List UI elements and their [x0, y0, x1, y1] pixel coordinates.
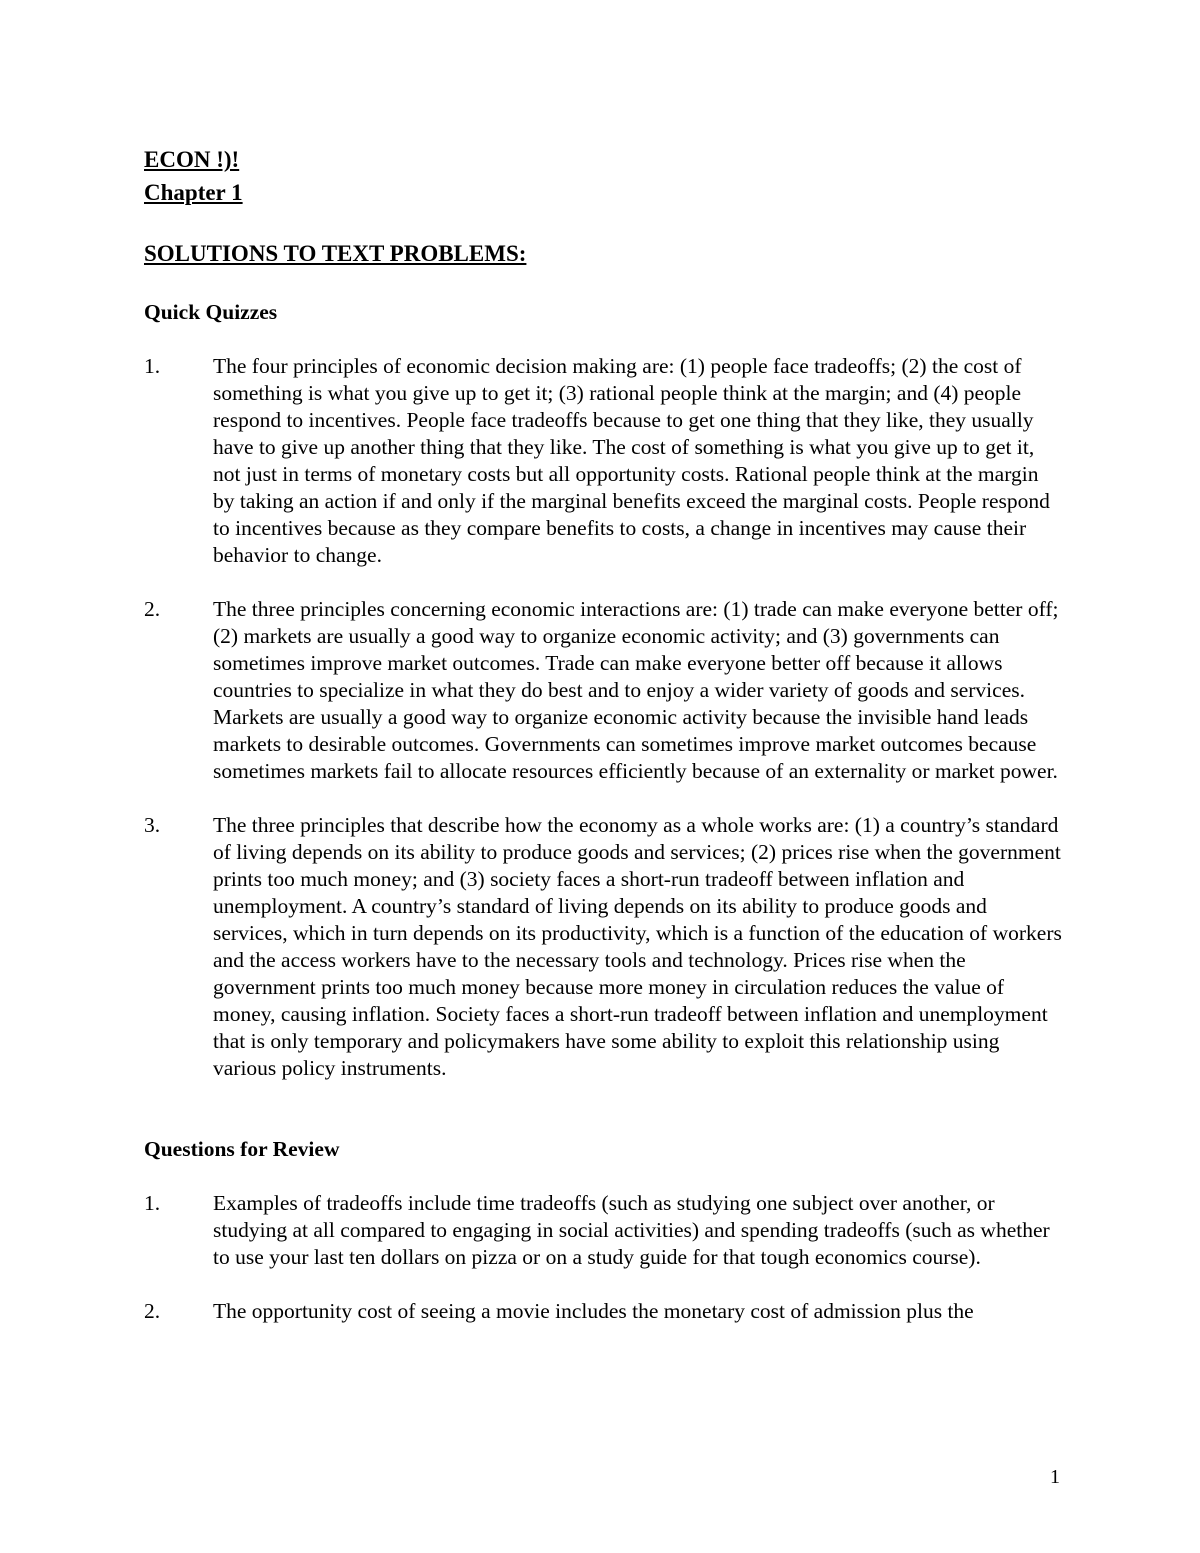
chapter-title: Chapter 1	[144, 180, 243, 205]
quick-quiz-item	[144, 353, 1064, 569]
review-question-item	[144, 1298, 1064, 1325]
quick-quiz-item	[144, 812, 1064, 1082]
item-number: 3.	[144, 813, 161, 837]
item-text: The four principles of economic decision making are: (1) people face tradeoffs; (2) the cost of something is what you give up to get it; (3) rational people think at the margin; and (4) people respond to incentives. People face tradeoffs because to get one thing that they like, they usually have to give up another thing that they like. The cost of something is what you give up to get it, not just in terms of monetary costs but all opportunity costs. Rational people think at the margin by taking an action if and only if the marginal benefits exceed the marginal costs. People respond to incentives because as they compare benefits to costs, a change in incentives may cause their behavior to change.	[213, 354, 1050, 567]
page-number: 1	[1050, 1466, 1060, 1488]
questions-for-review-heading: Questions for Review	[144, 1137, 340, 1161]
course-title: ECON !)!	[144, 147, 240, 172]
item-text: The opportunity cost of seeing a movie includes the monetary cost of admission plus the	[213, 1299, 974, 1323]
review-question-item	[144, 1190, 1064, 1271]
item-text: Examples of tradeoffs include time tradeoffs (such as studying one subject over another, or studying at all compared to engaging in social activities) and spending tradeoffs (such as whether to use your last ten dollars on pizza or on a study guide for that tough economics course).	[213, 1191, 1050, 1269]
section-title: SOLUTIONS TO TEXT PROBLEMS:	[144, 241, 527, 266]
item-number: 2.	[144, 597, 161, 621]
item-text: The three principles that describe how the economy as a whole works are: (1) a country’s standard of living depends on its ability to produce goods and services; (2) prices rise when the government prints too much money; and (3) society faces a short-run tradeoff between inflation and unemployment. A country’s standard of living depends on its ability to produce goods and services, which in turn depends on its productivity, which is a function of the education of workers and the access workers have to the necessary tools and technology. Prices rise when the government prints too much money because more money in circulation reduces the value of money, causing inflation. Society faces a short-run tradeoff between inflation and unemployment that is only temporary and policymakers have some ability to exploit this relationship using various policy instruments.	[213, 813, 1062, 1080]
item-text: The three principles concerning economic interactions are: (1) trade can make everyone better off; (2) markets are usually a good way to organize economic activity; and (3) governments can sometimes improve market outcomes. Trade can make everyone better off because it allows countries to specialize in what they do best and to enjoy a wider variety of goods and services. Markets are usually a good way to organize economic activity because the invisible hand leads markets to desirable outcomes. Governments can sometimes improve market outcomes because sometimes markets fail to allocate resources efficiently because of an externality or market power.	[213, 597, 1059, 783]
quick-quizzes-heading: Quick Quizzes	[144, 300, 278, 324]
page-content	[144, 143, 1064, 1325]
item-number: 1.	[144, 354, 161, 378]
item-number: 1.	[144, 1191, 161, 1215]
quick-quiz-item	[144, 596, 1064, 785]
item-number: 2.	[144, 1299, 161, 1323]
